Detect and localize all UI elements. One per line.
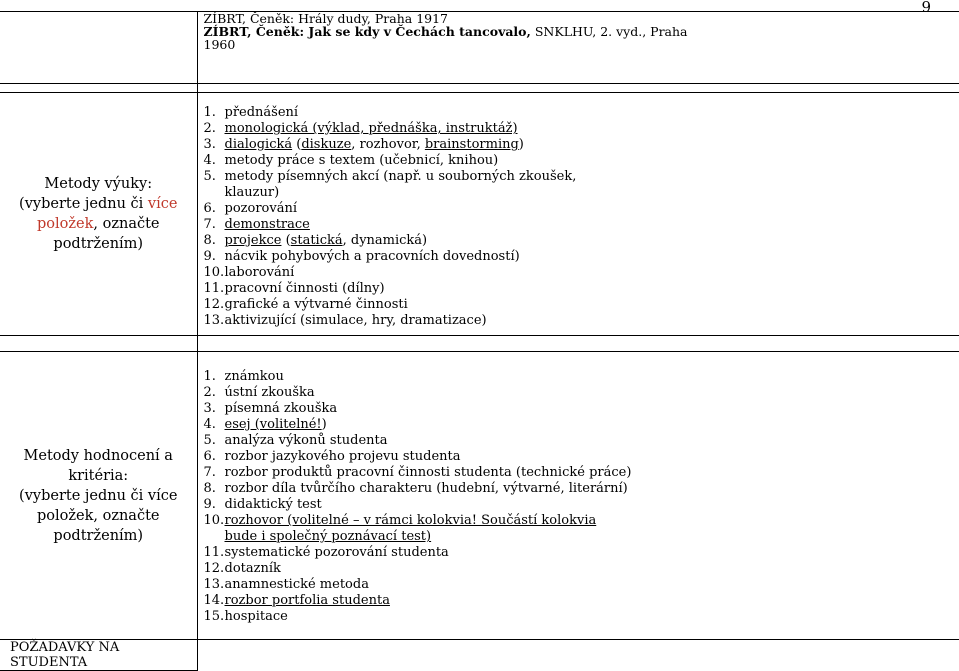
evaluation-method-item: [204, 465, 959, 481]
evaluation-method-item-number: 11.: [204, 545, 225, 561]
evaluation-method-item: [204, 577, 959, 593]
teaching-method-item-number: 3.: [204, 137, 216, 153]
teaching-method-item: [204, 137, 959, 153]
requirements-row: [0, 640, 959, 671]
teaching-method-item-number: 9.: [204, 249, 216, 265]
evaluation-method-item-number: 6.: [204, 449, 216, 465]
evaluation-method-item-number: 13.: [204, 577, 225, 593]
teaching-methods-hint: (vyberte jednu či více: [0, 194, 197, 214]
teaching-method-item-number: 5.: [204, 169, 216, 185]
teaching-method-item-text: demonstrace: [225, 217, 310, 232]
evaluation-method-item: [204, 529, 959, 545]
evaluation-method-item-number: 7.: [204, 465, 216, 481]
evaluation-method-item: [204, 481, 959, 497]
teaching-method-item-text: projekce (statická, dynamická): [225, 233, 428, 248]
evaluation-method-item-text: didaktický test: [225, 497, 322, 512]
evaluation-list: [204, 369, 959, 625]
reference-2-cont: 1960: [204, 38, 959, 51]
teaching-method-item: [204, 265, 959, 281]
teaching-method-item: [204, 185, 959, 201]
teaching-method-item-text: dialogická (diskuze, rozhovor, brainstorming): [225, 137, 524, 152]
evaluation-method-item: [204, 545, 959, 561]
evaluation-title: Metody hodnocení a: [0, 446, 197, 466]
evaluation-method-item: [204, 369, 959, 385]
evaluation-method-item-number: 5.: [204, 433, 216, 449]
evaluation-method-item-number: 14.: [204, 593, 225, 609]
teaching-method-item-text: metody písemných akcí (např. u souborných zkoušek,: [225, 169, 577, 184]
teaching-method-item-text: pozorování: [225, 201, 298, 216]
teaching-method-item: [204, 297, 959, 313]
evaluation-method-item: [204, 497, 959, 513]
teaching-method-item-number: 4.: [204, 153, 216, 169]
evaluation-method-item-text: dotazník: [225, 561, 281, 576]
teaching-method-item: [204, 153, 959, 169]
evaluation-method-item-number: 12.: [204, 561, 225, 577]
evaluation-method-item-number: 15.: [204, 609, 225, 625]
evaluation-method-item: [204, 609, 959, 625]
teaching-method-item-number: 12.: [204, 297, 225, 313]
spacer-row-2: [0, 336, 959, 352]
evaluation-method-item-text: známkou: [225, 369, 284, 384]
page-number: 9: [921, 0, 931, 16]
teaching-methods-list: [204, 105, 959, 329]
teaching-method-item: [204, 233, 959, 249]
teaching-methods-row: [0, 93, 959, 336]
evaluation-method-item-text: rozbor portfolia studenta: [225, 593, 390, 608]
references-row: [0, 12, 959, 84]
evaluation-method-item-number: 9.: [204, 497, 216, 513]
evaluation-method-item-number: 8.: [204, 481, 216, 497]
evaluation-method-item-number: 2.: [204, 385, 216, 401]
evaluation-method-item-number: 1.: [204, 369, 216, 385]
teaching-method-item-text: aktivizující (simulace, hry, dramatizace): [225, 313, 487, 328]
evaluation-method-item-text: systematické pozorování studenta: [225, 545, 449, 560]
evaluation-method-item: [204, 417, 959, 433]
teaching-methods-list-cell: [197, 93, 959, 336]
teaching-method-item: [204, 121, 959, 137]
evaluation-row: [0, 352, 959, 640]
reference-2: ZÍBRT, Čeněk: Jak se kdy v Čechách tancovalo, SNKLHU, 2. vyd., Praha: [204, 25, 959, 38]
reference-1: ZÍBRT, Čeněk: Hrály dudy, Praha 1917: [204, 12, 959, 25]
evaluation-list-cell: [197, 352, 959, 640]
teaching-method-item-number: 7.: [204, 217, 216, 233]
evaluation-method-item-number: 3.: [204, 401, 216, 417]
course-table: [0, 11, 959, 671]
evaluation-method-item-text: analýza výkonů studenta: [225, 433, 388, 448]
teaching-method-item: [204, 169, 959, 185]
requirements-label: POŽADAVKY NA STUDENTA: [0, 640, 197, 671]
evaluation-label: Metody hodnocení a kritéria: (vyberte jednu či více položek, označte podtržením): [0, 352, 197, 640]
evaluation-method-item-number: 4.: [204, 417, 216, 433]
evaluation-method-item: [204, 593, 959, 609]
evaluation-method-item-text: rozbor díla tvůrčího charakteru (hudební, výtvarné, literární): [225, 481, 628, 496]
teaching-method-item-text: klauzur): [225, 185, 280, 200]
evaluation-method-item-text: bude i společný poznávací test): [225, 529, 432, 544]
teaching-method-item-text: pracovní činnosti (dílny): [225, 281, 385, 296]
evaluation-method-item-text: hospitace: [225, 609, 288, 624]
teaching-method-item-text: laborování: [225, 265, 295, 280]
evaluation-method-item-text: písemná zkouška: [225, 401, 338, 416]
evaluation-method-item: [204, 401, 959, 417]
teaching-method-item: [204, 313, 959, 329]
teaching-method-item-text: grafické a výtvarné činnosti: [225, 297, 408, 312]
references-cell: [197, 12, 959, 84]
evaluation-method-item: [204, 385, 959, 401]
teaching-method-item: [204, 201, 959, 217]
teaching-method-item-number: 2.: [204, 121, 216, 137]
teaching-method-item-text: nácvik pohybových a pracovních dovedností): [225, 249, 520, 264]
teaching-method-item: [204, 105, 959, 121]
teaching-method-item: [204, 217, 959, 233]
evaluation-method-item: [204, 433, 959, 449]
teaching-method-item-number: 6.: [204, 201, 216, 217]
teaching-method-item: [204, 249, 959, 265]
teaching-method-item-text: monologická (výklad, přednáška, instruktáž): [225, 121, 518, 136]
evaluation-method-item-text: ústní zkouška: [225, 385, 315, 400]
teaching-method-item-number: 1.: [204, 105, 216, 121]
evaluation-hint: (vyberte jednu či více: [0, 486, 197, 506]
teaching-method-item-number: 13.: [204, 313, 225, 329]
teaching-method-item: [204, 281, 959, 297]
teaching-method-item-number: 10.: [204, 265, 225, 281]
spacer-row: [0, 84, 959, 93]
evaluation-method-item-number: 10.: [204, 513, 225, 529]
evaluation-method-item-text: rozbor produktů pracovní činnosti studenta (technické práce): [225, 465, 632, 480]
references-left-cell: [0, 12, 197, 84]
evaluation-method-item-text: rozbor jazykového projevu studenta: [225, 449, 461, 464]
teaching-methods-title: Metody výuky:: [0, 174, 197, 194]
evaluation-method-item-text: rozhovor (volitelné – v rámci kolokvia! Součástí kolokvia: [225, 513, 597, 528]
evaluation-method-item-text: anamnestické metoda: [225, 577, 369, 592]
teaching-method-item-number: 11.: [204, 281, 225, 297]
teaching-method-item-text: metody práce s textem (učebnicí, knihou): [225, 153, 499, 168]
evaluation-method-item: [204, 449, 959, 465]
teaching-methods-label: Metody výuky: (vyberte jednu či více položek, označte podtržením): [0, 93, 197, 336]
evaluation-method-item: [204, 561, 959, 577]
teaching-method-item-text: přednášení: [225, 105, 299, 120]
evaluation-method-item: [204, 513, 959, 529]
evaluation-method-item-text: esej (volitelné!): [225, 417, 327, 432]
teaching-method-item-number: 8.: [204, 233, 216, 249]
